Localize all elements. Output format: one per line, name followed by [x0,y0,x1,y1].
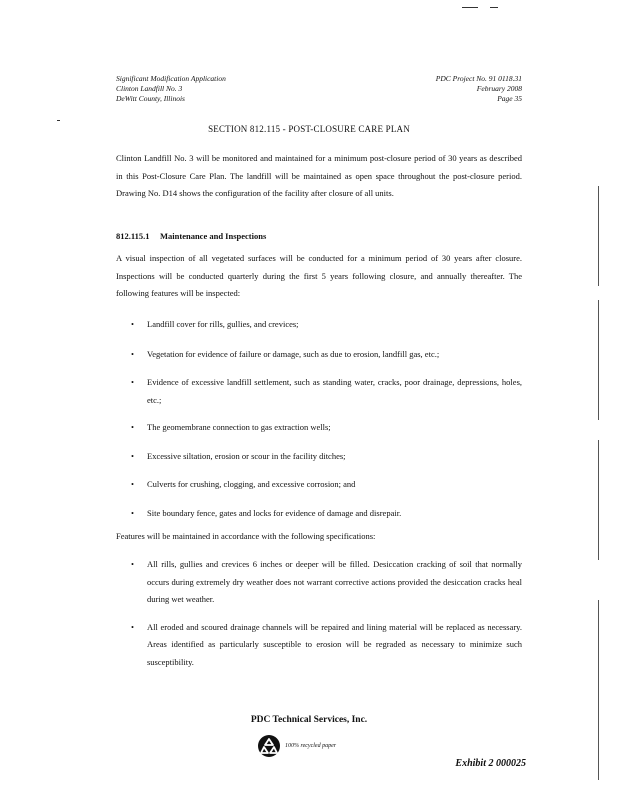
list-item-text: Site boundary fence, gates and locks for evidence of damage and disrepair. [147,507,402,518]
list-item [116,448,522,466]
bullet-icon: • [131,348,134,359]
bullet-icon: • [131,377,134,387]
list-item [116,419,522,437]
intro-paragraph: Clinton Landfill No. 3 will be monitored and maintained for a minimum post-closure period of 30 years as described in this Post-Closure Care Plan. The landfill will be maintained as open space throughout the post-closure period. Drawing No. D14 shows the configuration of the facility after closure of all units. [116,153,522,198]
header-line: DeWitt County, Illinois [116,94,185,103]
company-name: PDC Technical Services, Inc. [250,715,368,725]
exhibit-number: Exhibit 2 000025 [455,758,526,769]
scan-edge-mark [598,440,599,560]
header-line: February 2008 [476,84,522,93]
list-item [116,316,522,334]
list-item [116,505,522,523]
list-item [116,476,522,494]
bullet-icon: • [131,450,134,461]
bullet-icon: • [131,319,134,329]
subsection-number: 812.115.1 [116,231,150,241]
inspection-list [116,316,522,522]
list-item-text: Culverts for crushing, clogging, and excessive corrosion; and [147,479,356,489]
scan-edge-mark [598,186,599,286]
inspection-paragraph: A visual inspection of all vegetated surfaces will be conducted for a minimum period of 30 years after closure. Inspections will be conducted quarterly during the first 5 years following closure, and annually thereafter. The following features will be inspected: [116,253,522,298]
list-item-text: Vegetation for evidence of failure or damage, such as due to erosion, landfill gas, etc.; [147,348,440,359]
header-line: Significant Modification Application [116,74,226,83]
list-item-text: All eroded and scoured drainage channels will be repaired and lining material will be replaced as necessary. Areas identified as particularly susceptible to erosion will be regraded as necessary to minimize such susceptibility. [147,621,522,667]
header-line: Page 35 [497,94,522,103]
list-item-text: Landfill cover for rills, gullies, and crevices; [147,319,299,329]
bullet-icon: • [131,621,134,632]
recycled-paper-mark [257,734,336,758]
scan-mark [57,120,60,121]
list-item [116,374,522,409]
scan-edge-mark [598,300,599,420]
header-line: Clinton Landfill No. 3 [116,84,183,93]
list-item-text: Excessive siltation, erosion or scour in the facility ditches; [147,450,346,461]
subsection-heading [116,231,266,241]
list-item [116,556,522,609]
specifications-list [116,556,522,671]
list-item-text: Evidence of excessive landfill settlement, such as standing water, cracks, poor drainage, depressions, holes, etc.; [147,377,522,405]
bullet-icon: • [131,479,134,489]
section-title: SECTION 812.115 - POST-CLOSURE CARE PLAN [208,124,410,134]
bullet-icon: • [131,422,134,432]
scan-edge-mark [598,600,599,780]
header-line: PDC Project No. 91 0118.31 [435,74,522,83]
scan-mark [490,7,498,8]
header-left [116,74,226,104]
list-item [116,619,522,672]
list-item-text: The geomembrane connection to gas extraction wells; [147,422,331,432]
list-item-text: All rills, gullies and crevices 6 inches or deeper will be filled. Desiccation cracking of soil that normally occurs during extremely dry weather does not warrant corrective actions provided the desiccation cracks heal during wet weather. [147,559,522,604]
bullet-icon: • [131,559,134,569]
header-right [436,74,522,104]
scan-mark [462,7,478,8]
list-item [116,346,522,364]
bullet-icon: • [131,507,134,518]
specifications-paragraph: Features will be maintained in accordance with the following specifications: [116,531,376,541]
subsection-title: Maintenance and Inspections [160,231,267,241]
recycled-paper-label: 100% recycled paper [285,743,337,749]
recycle-logo-icon [257,734,281,758]
